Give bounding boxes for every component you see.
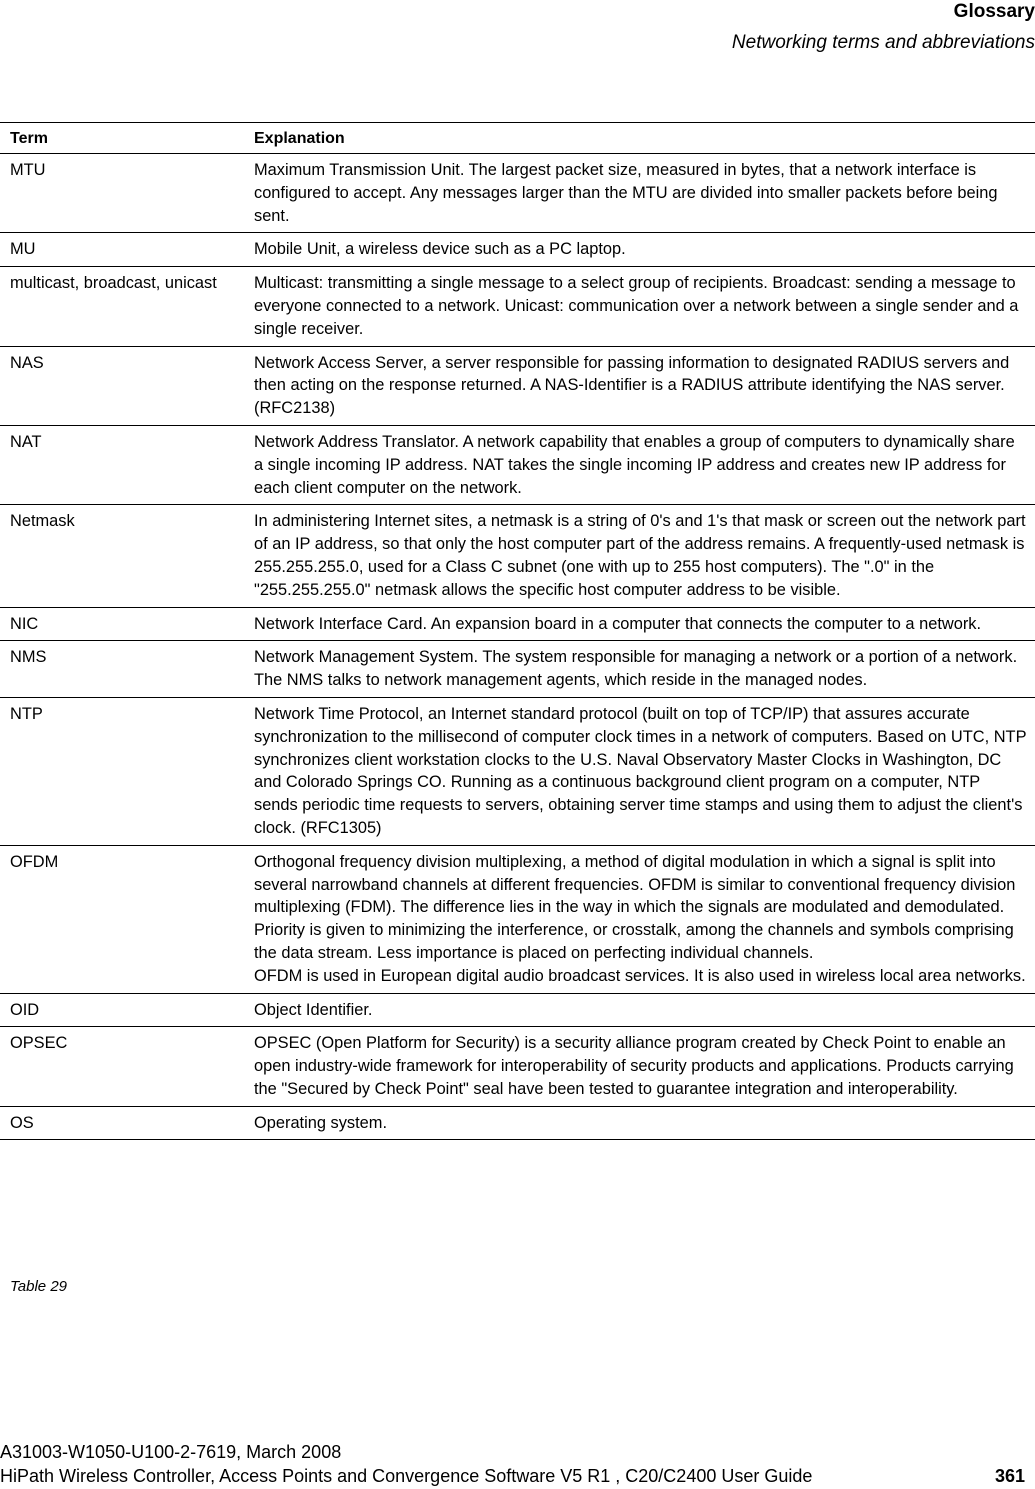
term-cell: Netmask <box>10 512 75 531</box>
explanation-cell: Multicast: transmitting a single message to a select group of recipients. Broadcast: sending a message to everyone connected to a network. Unicast: communication over a network between a single sender and a single receiver. <box>254 274 1019 338</box>
table-row <box>0 1107 1035 1141</box>
table-row <box>0 426 1035 505</box>
explanation-cell: Network Access Server, a server responsible for passing information to designated RADIUS servers and then acting on the response returned. A NAS-Identifier is a RADIUS attribute identifying the NAS server. (RFC2138) <box>254 353 1010 418</box>
glossary-table <box>0 122 1035 1140</box>
term-cell: OPSEC <box>10 1034 68 1053</box>
column-header-term: Term <box>10 130 48 147</box>
page-number: 361 <box>994 1466 1025 1486</box>
explanation-cell: Network Management System. The system responsible for managing a network or a portion of a network. The NMS talks to network management agents, which reside in the managed nodes. <box>254 648 1018 690</box>
explanation-cell: OPSEC (Open Platform for Security) is a security alliance program created by Check Point to enable an open industry-wide framework for interoperability of security products and applications. Products carrying the "Secured by Check Point" seal have been tested to guarantee integration and interoperability. <box>254 1034 1014 1098</box>
footer-product: HiPath Wireless Controller, Access Points and Convergence Software V5 R1 , C20/C2400 User Guide <box>0 1466 813 1486</box>
table-row <box>0 505 1035 607</box>
table-row <box>0 846 1035 994</box>
page-footer <box>0 1440 1035 1488</box>
footer-doc-id: A31003-W1050-U100-2-7619, March 2008 <box>0 1442 342 1462</box>
term-cell: OID <box>10 1000 40 1019</box>
table-row <box>0 698 1035 846</box>
explanation-cell: Operating system. <box>254 1113 387 1132</box>
term-cell: MU <box>10 240 36 259</box>
table-row <box>0 641 1035 698</box>
column-header-explanation: Explanation <box>254 130 345 147</box>
explanation-cell: Object Identifier. <box>254 1000 373 1019</box>
table-row <box>0 608 1035 642</box>
explanation-cell: Maximum Transmission Unit. The largest packet size, measured in bytes, that a network interface is configured to accept. Any messages larger than the MTU are divided into smaller packets before being sent. <box>254 161 998 225</box>
term-cell: NMS <box>10 648 47 667</box>
table-row <box>0 267 1035 346</box>
explanation-cell: Orthogonal frequency division multiplexing, a method of digital modulation in which a signal is split into several narrowband channels at different frequencies. OFDM is similar to conventional frequency division multiplexing (FDM). The difference lies in the way in which the signals are modulated and demodulated. Priority is given to minimizing the interference, or crosstalk, among the channels and symbols comprising the data stream. Less importance is placed on perfecting individual channels. OFDM is used in European digital audio broadcast services. It is also used in wireless local area networks. <box>254 852 1026 985</box>
table-row <box>0 994 1035 1028</box>
term-cell: multicast, broadcast, unicast <box>10 274 217 293</box>
table-row <box>0 1027 1035 1106</box>
term-cell: NIC <box>10 614 39 633</box>
explanation-cell: Network Time Protocol, an Internet standard protocol (built on top of TCP/IP) that assures accurate synchronization to the millisecond of computer clock times in a network of computers. Based on UTC, NTP synchronizes client workstation clocks to the U.S. Naval Observatory Master Clocks in Washington, DC and Colorado Springs CO. Running as a continuous background client program on a computer, NTP sends periodic time requests to servers, obtaining server time stamps and using them to adjust the client's clock. (RFC1305) <box>254 704 1027 837</box>
term-cell: OS <box>10 1113 34 1132</box>
table-row <box>0 347 1035 426</box>
explanation-cell: In administering Internet sites, a netmask is a string of 0's and 1's that mask or screen out the network part of an IP address, so that only the host computer part of the address remains. A frequently-used netmask is 255.255.255.0, used for a Class C subnet (one with up to 255 host computers). The ".0" in the "255.255.255.0" netmask allows the specific host computer address to be visible. <box>254 512 1026 599</box>
term-cell: NAS <box>10 353 44 372</box>
explanation-cell: Network Interface Card. An expansion board in a computer that connects the computer to a network. <box>254 614 982 633</box>
table-row <box>0 233 1035 267</box>
term-cell: NAT <box>10 432 42 451</box>
table-row <box>0 154 1035 233</box>
table-header-row <box>0 122 1035 154</box>
explanation-cell: Mobile Unit, a wireless device such as a PC laptop. <box>254 240 626 259</box>
term-cell: MTU <box>10 161 46 179</box>
term-cell: NTP <box>10 704 43 723</box>
header-title: Glossary <box>953 1 1035 22</box>
table-caption: Table 29 <box>10 1278 67 1295</box>
header-subtitle: Networking terms and abbreviations <box>731 32 1035 53</box>
explanation-cell: Network Address Translator. A network capability that enables a group of computers to dynamically share a single incoming IP address. NAT takes the single incoming IP address and creates new IP address for each client computer on the network. <box>254 432 1015 497</box>
term-cell: OFDM <box>10 852 59 871</box>
page-header <box>732 0 1035 55</box>
